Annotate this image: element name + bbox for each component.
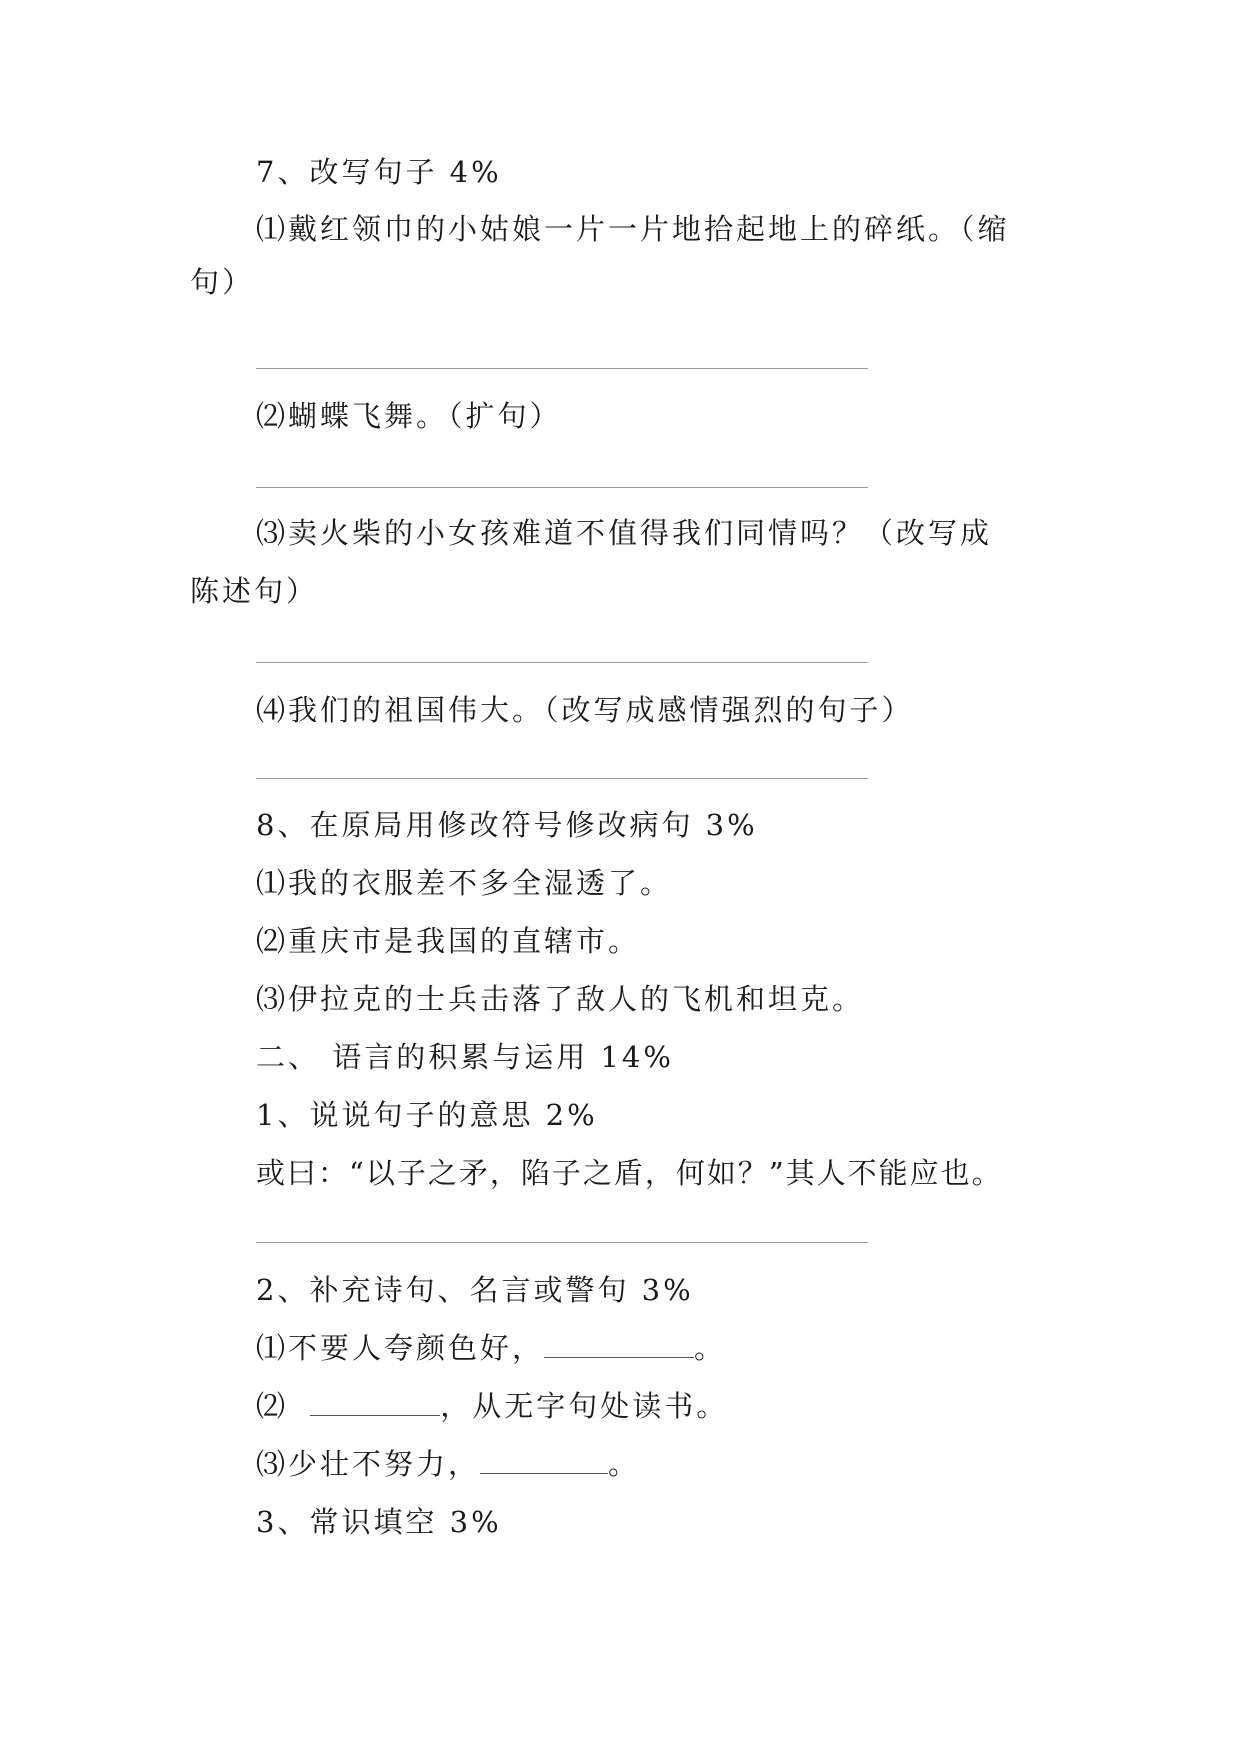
q7-sentence-3-line-2: 陈述句） [190, 574, 319, 608]
s2-q2-item-1 [256, 1328, 726, 1368]
s2-question-2-title: 2、补充诗句、名言或警句 3% [256, 1273, 694, 1307]
s2-q2-item-1-blank[interactable] [544, 1329, 694, 1358]
q7-sentence-1-line-1: ⑴戴红领巾的小姑娘一片一片地拾起地上的碎纸。（缩 [256, 212, 1010, 246]
s2-question-1-text: 或曰：“以子之矛，陷子之盾，何如？”其人不能应也。 [256, 1156, 1003, 1190]
s2-question-3-title: 3、常识填空 3% [256, 1505, 502, 1539]
q7-answer-line-3 [256, 662, 868, 663]
q8-sentence-3: ⑶伊拉克的士兵击落了敌人的飞机和坦克。 [256, 982, 865, 1016]
s2-q2-item-2 [256, 1386, 728, 1426]
question-8-title: 8、在原局用修改符号修改病句 3% [256, 808, 758, 842]
s2-q2-item-3-blank[interactable] [480, 1445, 608, 1474]
q7-sentence-3-line-1: ⑶卖火柴的小女孩难道不值得我们同情吗？（改写成 [256, 516, 993, 550]
s2-q2-item-1-before: ⑴不要人夸颜色好， [256, 1331, 545, 1365]
q7-answer-line-1 [256, 368, 868, 369]
s2-q2-item-3-before: ⑶少壮不努力， [256, 1447, 481, 1481]
s2-q2-item-2-after: ，从无字句处读书。 [440, 1389, 729, 1423]
s2-q2-item-3 [256, 1444, 640, 1484]
q7-sentence-2: ⑵蝴蝶飞舞。（扩句） [256, 399, 562, 433]
question-7-title: 7、改写句子 4% [256, 155, 502, 189]
q7-answer-line-4 [256, 778, 868, 779]
s2-q2-item-3-after: 。 [608, 1447, 641, 1481]
q8-sentence-1: ⑴我的衣服差不多全湿透了。 [256, 866, 673, 900]
q8-sentence-2: ⑵重庆市是我国的直辖市。 [256, 924, 641, 958]
s2-q1-answer-line [256, 1242, 868, 1243]
q7-sentence-1-line-2: 句） [190, 265, 255, 299]
section-2-title: 二、 语言的积累与运用 14% [256, 1040, 674, 1074]
s2-q2-item-1-after: 。 [694, 1331, 727, 1365]
s2-q2-item-2-blank[interactable] [310, 1387, 440, 1416]
s2-q2-item-2-before: ⑵ [256, 1389, 301, 1423]
s2-question-1-title: 1、说说句子的意思 2% [256, 1098, 598, 1132]
q7-answer-line-2 [256, 487, 868, 488]
q7-sentence-4: ⑷我们的祖国伟大。（改写成感情强烈的句子） [256, 693, 914, 727]
